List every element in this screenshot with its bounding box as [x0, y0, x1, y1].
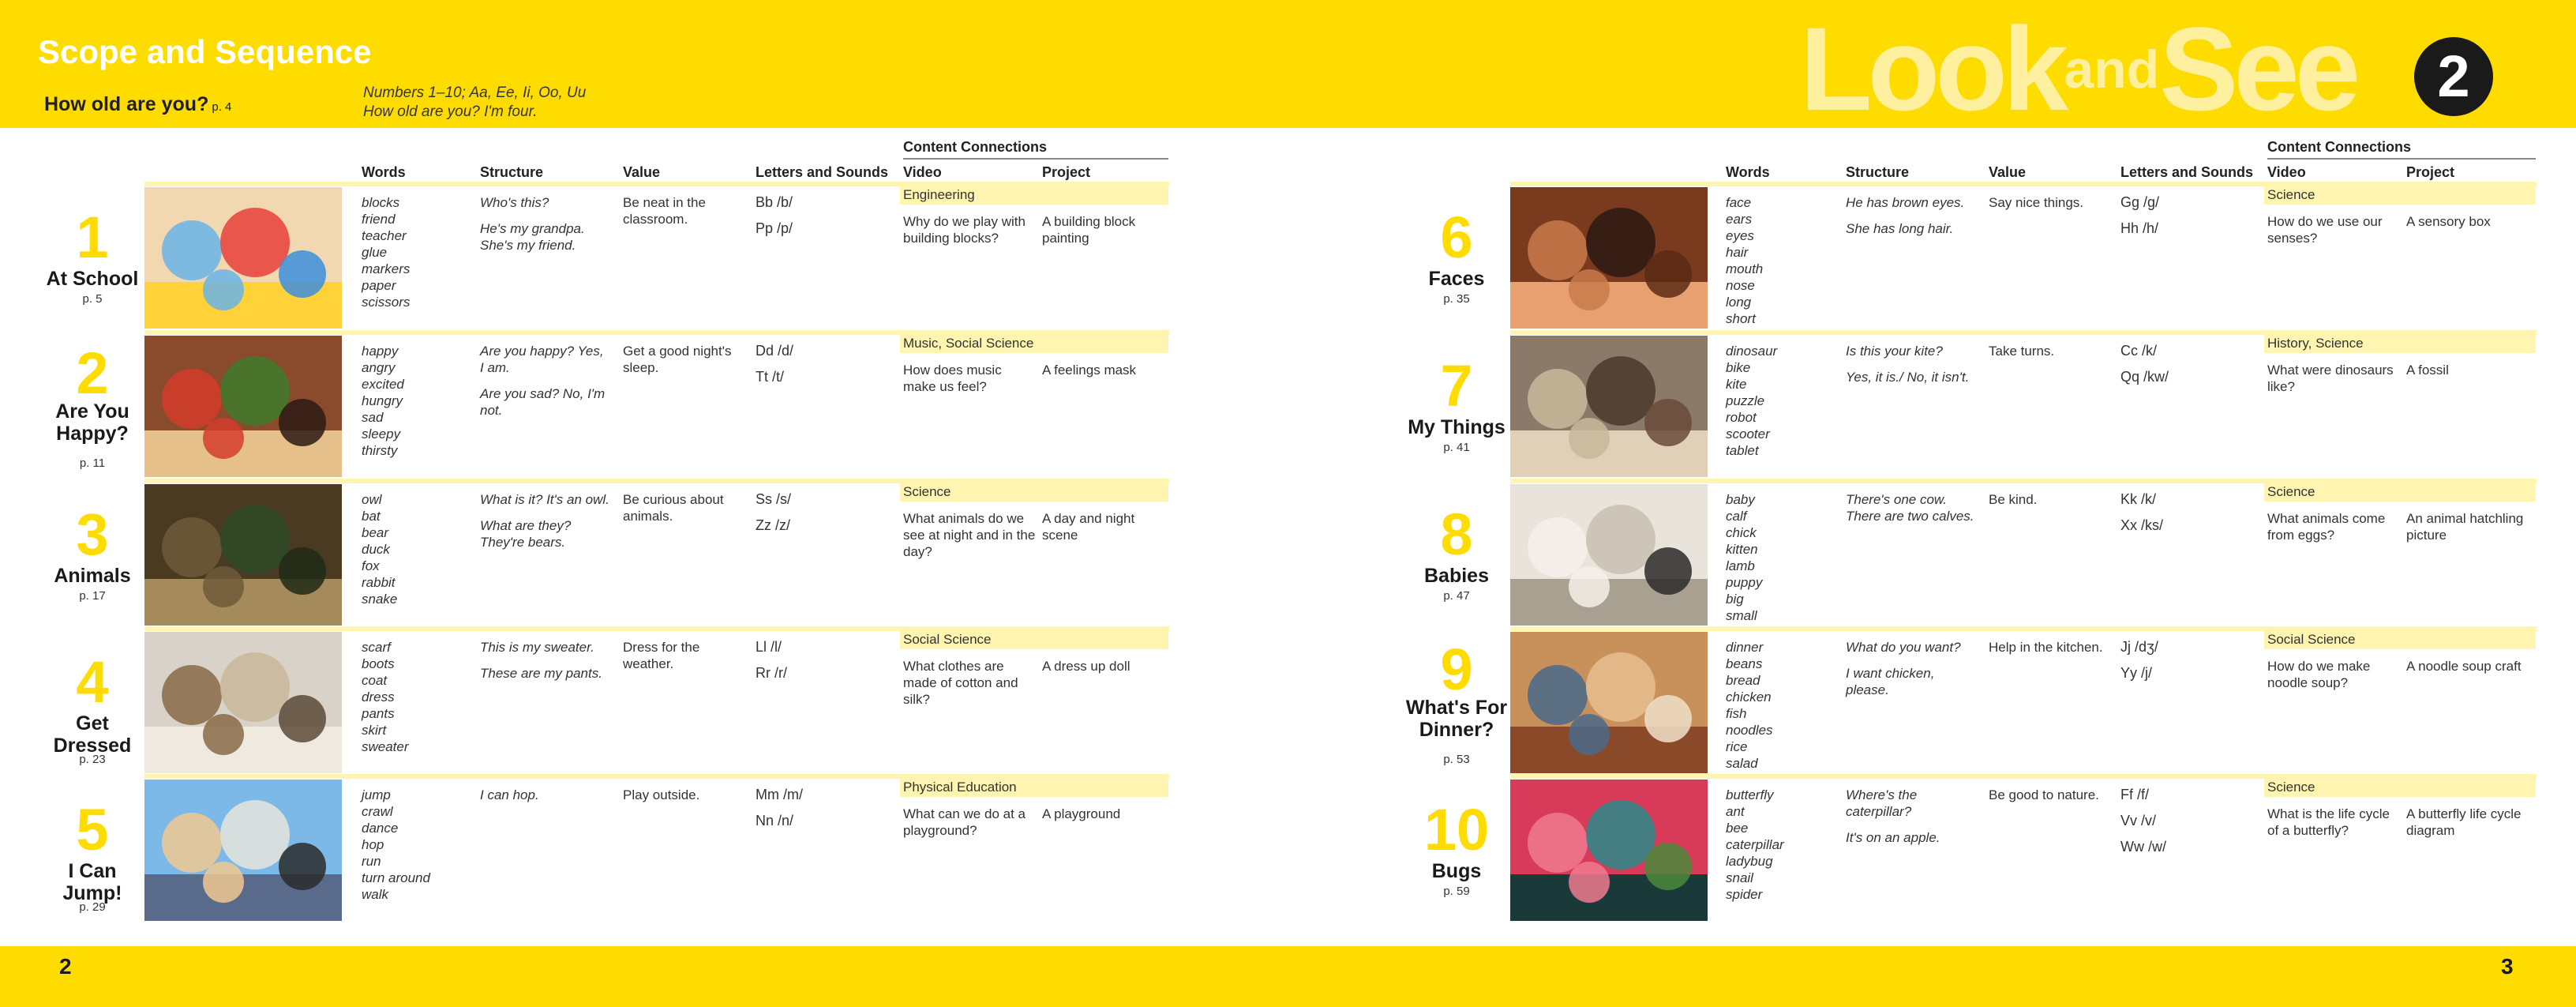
word-item: beans	[1726, 656, 1763, 671]
letter-sound: Vv /v/	[2120, 813, 2157, 829]
unit-page-ref: p. 11	[79, 457, 106, 470]
structure-item: He has brown eyes.	[1846, 195, 1965, 210]
unit-page-ref: p. 35	[1443, 292, 1470, 306]
word-item: dance	[362, 821, 399, 836]
video-question: What clothes are made of cotton and silk?	[903, 659, 1018, 707]
unit-words	[1726, 194, 1836, 327]
structure-item: Where's the caterpillar?	[1846, 787, 1918, 819]
content-connections-header-left: Content Connections	[903, 139, 1168, 160]
unit-title: At School	[46, 268, 139, 290]
letter-sound: Zz /z/	[756, 517, 790, 533]
word-item: scarf	[362, 640, 391, 655]
content-subject: History, Science	[2264, 333, 2536, 353]
word-item: mouth	[1726, 261, 1764, 276]
col-letters-left: Letters and Sounds	[756, 164, 889, 180]
laughing-children-photo	[1510, 187, 1708, 329]
unit-row	[0, 182, 2576, 329]
video-question: Why do we play with building blocks?	[903, 214, 1026, 246]
word-item: ladybug	[1726, 854, 1773, 869]
structure-item: Who's this?	[480, 195, 549, 210]
word-item: salad	[1726, 756, 1758, 771]
unit-value: Be kind.	[1989, 492, 2038, 507]
col-value-right: Value	[1989, 164, 2027, 180]
video-question: How does music make us feel?	[903, 363, 1002, 394]
unit-row	[0, 479, 2576, 626]
letter-sound: Hh /h/	[2120, 220, 2159, 236]
unit-number: 4	[76, 649, 109, 715]
content-subject: Social Science	[2264, 629, 2536, 649]
unit-title: Babies	[1424, 565, 1489, 587]
word-item: markers	[362, 261, 411, 276]
letter-sound: Xx /ks/	[2120, 517, 2164, 533]
word-item: fox	[362, 558, 380, 573]
col-video-left: Video	[903, 164, 942, 180]
word-item: turn around	[362, 870, 430, 885]
unit-number: 5	[76, 797, 109, 862]
word-item: kitten	[1726, 542, 1758, 557]
unit-number: 7	[1440, 353, 1473, 419]
unit-number: 9	[1440, 637, 1473, 702]
project-text: A fossil	[2406, 363, 2449, 378]
letter-sound: Bb /b/	[756, 194, 793, 210]
word-item: dinner	[1726, 640, 1764, 655]
word-item: scooter	[1726, 426, 1770, 442]
word-item: big	[1726, 592, 1744, 607]
unit-photo	[1510, 187, 1708, 329]
word-item: tablet	[1726, 443, 1759, 458]
unit-title: Animals	[54, 565, 131, 587]
project-text: A building block painting	[1042, 214, 1136, 246]
letter-sound: Kk /k/	[2120, 491, 2157, 507]
content-subject: Social Science	[900, 629, 1168, 649]
unit-value: Play outside.	[623, 787, 700, 802]
word-item: calf	[1726, 509, 1747, 524]
unit-words	[1726, 787, 1836, 903]
letter-sound: Ff /f/	[2120, 787, 2149, 802]
word-item: walk	[362, 887, 389, 902]
word-item: hair	[1726, 245, 1749, 260]
unit-value: Get a good night's sleep.	[623, 344, 732, 375]
word-item: happy	[362, 344, 399, 359]
level-badge: 2	[2414, 37, 2493, 116]
word-item: puppy	[1726, 575, 1763, 590]
unit-number: 1	[76, 205, 109, 270]
word-item: angry	[362, 360, 396, 375]
polar-bear-cub-photo	[1510, 484, 1708, 626]
col-words-left: Words	[362, 164, 406, 180]
unit-title: Get Dressed	[53, 712, 132, 757]
col-video-right: Video	[2267, 164, 2306, 180]
page-title: Scope and Sequence	[38, 33, 372, 70]
word-item: jump	[362, 787, 391, 802]
letter-sound: Rr /r/	[756, 665, 787, 681]
unit-value: Say nice things.	[1989, 195, 2084, 210]
unit-value: Take turns.	[1989, 344, 2055, 359]
word-item: teacher	[362, 228, 407, 243]
unit-row	[0, 774, 2576, 921]
word-item: noodles	[1726, 723, 1773, 738]
structure-item: Yes, it is./ No, it isn't.	[1846, 370, 1970, 385]
word-item: boots	[362, 656, 395, 671]
unit-photo	[1510, 780, 1708, 921]
col-project-right: Project	[2406, 164, 2455, 180]
letter-sound: Pp /p/	[756, 220, 793, 236]
unit-photo	[1510, 336, 1708, 477]
col-value-left: Value	[623, 164, 661, 180]
unit-title: Faces	[1428, 268, 1485, 290]
page-number-right: 3	[2501, 954, 2514, 979]
unit-number: 3	[76, 502, 109, 567]
unit-title: My Things	[1408, 416, 1505, 438]
col-structure-right: Structure	[1846, 164, 1910, 180]
project-text: A sensory box	[2406, 214, 2491, 229]
word-item: caterpillar	[1726, 837, 1784, 852]
intro-line-question: How old are you? I'm four.	[363, 103, 538, 120]
word-item: eyes	[1726, 228, 1754, 243]
letter-sound: Jj /dʒ/	[2120, 639, 2158, 655]
word-item: dinosaur	[1726, 344, 1778, 359]
word-item: skirt	[362, 723, 387, 738]
look-and-see-logo	[1800, 2, 2357, 135]
col-structure-left: Structure	[480, 164, 544, 180]
word-item: rabbit	[362, 575, 396, 590]
word-item: butterfly	[1726, 787, 1774, 802]
project-text: A butterfly life cycle diagram	[2406, 806, 2522, 838]
unit-page-ref: p. 47	[1443, 589, 1470, 603]
unit-page-ref: p. 53	[1443, 753, 1470, 766]
word-item: hungry	[362, 393, 403, 408]
word-item: bread	[1726, 673, 1760, 688]
word-item: small	[1726, 608, 1757, 623]
unit-value: Help in the kitchen.	[1989, 640, 2103, 655]
word-item: excited	[362, 377, 404, 392]
structure-item: What is it? It's an owl.	[480, 492, 609, 507]
word-item: spider	[1726, 887, 1763, 902]
unit-structure	[1846, 491, 1976, 534]
unit-letters	[2120, 491, 2163, 543]
unit-structure	[1846, 343, 1976, 395]
word-item: fish	[1726, 706, 1747, 721]
structure-item: She has long hair.	[1846, 221, 1954, 236]
letter-sound: Ll /l/	[756, 639, 782, 655]
unit-page-ref: p. 17	[79, 589, 106, 603]
logo-see: See	[2159, 2, 2357, 135]
unit-words	[1726, 343, 1836, 459]
project-text: A dress up doll	[1042, 659, 1131, 674]
word-item: crawl	[362, 804, 393, 819]
unit-page-ref: p. 23	[79, 753, 106, 766]
unit-row	[0, 626, 2576, 773]
word-item: glue	[362, 245, 388, 260]
word-item: blocks	[362, 195, 400, 210]
dinosaur-skeleton-photo	[1510, 336, 1708, 477]
video-question: How do we use our senses?	[2267, 214, 2383, 246]
word-item: ant	[1726, 804, 1745, 819]
structure-item: Are you sad? No, I'm not.	[480, 386, 606, 418]
project-text: A playground	[1042, 806, 1121, 821]
letter-sound: Mm /m/	[756, 787, 803, 802]
word-item: robot	[1726, 410, 1757, 425]
footer-band	[0, 946, 2576, 1007]
unit-page-ref: p. 41	[1443, 441, 1470, 454]
word-item: baby	[1726, 492, 1755, 507]
content-subject: Science	[2264, 482, 2536, 502]
content-connections-header-right: Content Connections	[2267, 139, 2536, 160]
word-item: face	[1726, 195, 1752, 210]
unit-words	[1726, 491, 1836, 624]
word-item: kite	[1726, 377, 1747, 392]
unit-structure	[1846, 194, 1976, 246]
video-question: What were dinosaurs like?	[2267, 363, 2394, 394]
unit-number: 8	[1440, 502, 1473, 567]
word-item: friend	[362, 212, 396, 227]
unit-letters	[2120, 194, 2159, 246]
word-item: chicken	[1726, 689, 1772, 705]
word-item: snake	[362, 592, 398, 607]
word-item: long	[1726, 295, 1752, 310]
structure-item: Are you happy? Yes, I am.	[480, 344, 604, 375]
col-project-left: Project	[1042, 164, 1091, 180]
word-item: duck	[362, 542, 390, 557]
word-item: bear	[362, 525, 389, 540]
word-item: bat	[362, 509, 381, 524]
unit-page-ref: p. 59	[1443, 885, 1470, 898]
unit-structure	[1846, 639, 1976, 708]
word-item: pants	[362, 706, 395, 721]
unit-value: Be good to nature.	[1989, 787, 2099, 802]
structure-item: Is this your kite?	[1846, 344, 1943, 359]
word-item: thirsty	[362, 443, 398, 458]
structure-item: I can hop.	[480, 787, 539, 802]
word-item: lamb	[1726, 558, 1755, 573]
structure-item: I want chicken, please.	[1846, 666, 1935, 697]
word-item: paper	[362, 278, 396, 293]
unit-title: Are You Happy?	[55, 400, 129, 445]
letter-sound: Tt /t/	[756, 369, 784, 385]
video-question: What animals come from eggs?	[2267, 511, 2386, 543]
word-item: sad	[362, 410, 384, 425]
letter-sound: Dd /d/	[756, 343, 794, 359]
col-words-right: Words	[1726, 164, 1770, 180]
unit-title: I Can Jump!	[62, 860, 122, 904]
video-question: What can we do at a playground?	[903, 806, 1026, 838]
logo-look: Look	[1800, 2, 2064, 135]
content-subject: Science	[2264, 185, 2536, 205]
project-text: A feelings mask	[1042, 363, 1137, 378]
content-subject: Physical Education	[900, 777, 1168, 797]
letter-sound: Nn /n/	[756, 813, 794, 829]
word-item: ears	[1726, 212, 1753, 227]
intro-title-text: How old are you?	[44, 93, 209, 115]
word-item: bike	[1726, 360, 1751, 375]
content-subject: Engineering	[900, 185, 1168, 205]
letter-sound: Ss /s/	[756, 491, 792, 507]
video-question: How do we make noodle soup?	[2267, 659, 2371, 690]
unit-words	[1726, 639, 1836, 772]
letter-sound: Gg /g/	[2120, 194, 2160, 210]
word-item: bee	[1726, 821, 1749, 836]
word-item: coat	[362, 673, 388, 688]
unit-photo	[1510, 484, 1708, 626]
unit-page-ref: p. 5	[82, 292, 103, 306]
content-subject: Music, Social Science	[900, 333, 1168, 353]
unit-photo	[1510, 632, 1708, 773]
letter-sound: Yy /j/	[2120, 665, 2153, 681]
project-text: An animal hatchling picture	[2406, 511, 2524, 543]
structure-item: These are my pants.	[480, 666, 602, 681]
word-item: owl	[362, 492, 382, 507]
structure-item: What do you want?	[1846, 640, 1961, 655]
unit-value: Dress for the weather.	[623, 640, 700, 671]
word-item: chick	[1726, 525, 1757, 540]
word-item: sleepy	[362, 426, 401, 442]
unit-letters	[2120, 343, 2169, 395]
word-item: sweater	[362, 739, 409, 754]
word-item: snail	[1726, 870, 1753, 885]
structure-item: This is my sweater.	[480, 640, 594, 655]
unit-number: 2	[76, 340, 109, 406]
word-item: dress	[362, 689, 395, 705]
structure-item: What are they? They're bears.	[480, 518, 572, 550]
unit-value: Be curious about animals.	[623, 492, 724, 524]
unit-title: Bugs	[1431, 860, 1482, 882]
unit-structure	[1846, 787, 1976, 855]
word-item: rice	[1726, 739, 1748, 754]
word-item: run	[362, 854, 381, 869]
unit-row	[0, 330, 2576, 477]
letter-sound: Ww /w/	[2120, 839, 2166, 855]
project-text: A day and night scene	[1042, 511, 1135, 543]
unit-letters	[2120, 787, 2166, 865]
letter-sound: Cc /k/	[2120, 343, 2158, 359]
project-text: A noodle soup craft	[2406, 659, 2522, 674]
page-number-left: 2	[59, 954, 72, 979]
word-item: short	[1726, 311, 1756, 326]
intro-line-numbers: Numbers 1–10; Aa, Ee, Ii, Oo, Uu	[363, 85, 587, 101]
structure-item: He's my grandpa. She's my friend.	[480, 221, 585, 253]
logo-and: and	[2064, 39, 2160, 100]
unit-number: 10	[1423, 797, 1490, 862]
structure-item: There's one cow. There are two calves.	[1846, 492, 1974, 524]
video-question: What is the life cycle of a butterfly?	[2267, 806, 2390, 838]
video-question: What animals do we see at night and in the day?	[903, 511, 1036, 559]
letter-sound: Qq /kw/	[2120, 369, 2169, 385]
intro-page: p. 4	[212, 100, 232, 114]
word-item: scissors	[362, 295, 411, 310]
unit-title: What's For Dinner?	[1405, 697, 1508, 741]
unit-value: Be neat in the classroom.	[623, 195, 706, 227]
unit-number: 6	[1440, 205, 1473, 270]
word-item: hop	[362, 837, 384, 852]
structure-item: It's on an apple.	[1846, 830, 1940, 845]
butterfly-on-flower-photo	[1510, 780, 1708, 921]
content-subject: Science	[900, 482, 1168, 502]
intro-title	[44, 93, 231, 116]
col-letters-right: Letters and Sounds	[2120, 164, 2254, 180]
unit-page-ref: p. 29	[79, 900, 106, 914]
word-item: puzzle	[1726, 393, 1765, 408]
family-dinner-photo	[1510, 632, 1708, 773]
word-item: nose	[1726, 278, 1755, 293]
content-subject: Science	[2264, 777, 2536, 797]
unit-letters	[2120, 639, 2158, 691]
